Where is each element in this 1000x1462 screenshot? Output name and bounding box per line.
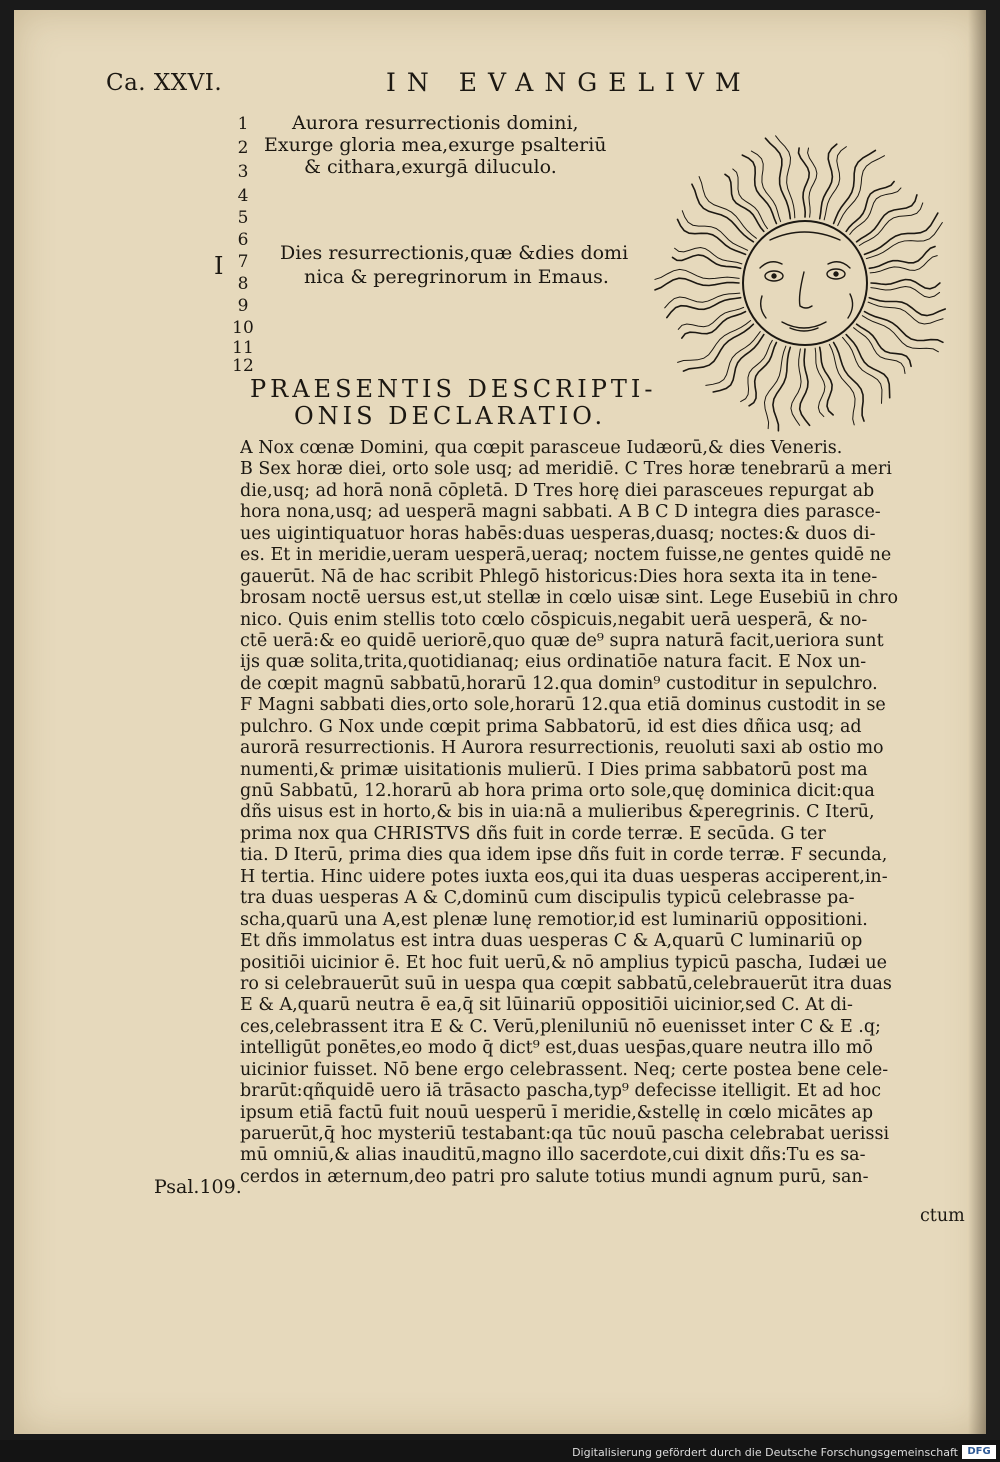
section-heading-line: PRAESENTIS DESCRIPTI- bbox=[250, 375, 657, 403]
text-line: hora nona,usq; ad uesperā magni sabbati. A B C D integra dies parasce- bbox=[240, 502, 881, 523]
text-line: aurorā resurrectionis. H Aurora resurrectionis, reuoluti saxi ab ostio mo bbox=[240, 738, 884, 759]
sun-ray bbox=[869, 247, 935, 269]
dfg-logo: DFG bbox=[962, 1445, 996, 1459]
text-line: die,usq; ad horā nonā cōpletā. D Tres horę diei parasceues repurgat ab bbox=[240, 480, 875, 501]
catchword: ctum bbox=[920, 1206, 965, 1226]
verse-line: nica & peregrinorum in Emaus. bbox=[304, 266, 609, 288]
text-line: Et dñs immolatus est intra duas uesperas C & A,quarū C luminariū op bbox=[240, 931, 863, 952]
sun-ray bbox=[800, 349, 810, 425]
text-line: B Sex horæ diei, orto sole usq; ad meridiē. C Tres horæ tenebrarū a meri bbox=[240, 459, 892, 480]
chapter-heading: Ca. XXVI. bbox=[106, 70, 223, 96]
sun-ray bbox=[790, 348, 805, 425]
text-line: paruerūt,q̄ hoc mysteriū testabant:qa tūc nouū pascha celebrabat uerissi bbox=[240, 1124, 890, 1144]
text-line: gnū Sabbatū, 12.horarū ab hora prima orto sole,quę dominica dicit:qua bbox=[240, 781, 875, 801]
text-line: mū omniū,& alias inauditū,magno illo sacerdote,cui dixit dñs:Tu es sa- bbox=[240, 1145, 866, 1166]
text-line: F Magni sabbati dies,orto sole,horarū 12.qua etiā dominus custodit in se bbox=[240, 695, 886, 716]
line-number: 10 bbox=[232, 318, 254, 338]
sun-ray bbox=[865, 312, 943, 343]
verse-line: Dies resurrectionis,quæ &dies domi bbox=[280, 242, 629, 264]
text-line: es. Et in meridie,ueram uesperā,ueraq; noctem fuisse,ne gentes quidē ne bbox=[240, 545, 892, 566]
body-text bbox=[240, 438, 980, 1188]
line-number: 12 bbox=[232, 356, 254, 376]
verse-line: Aurora resurrectionis domini, bbox=[292, 112, 579, 134]
line-number: 11 bbox=[232, 338, 254, 358]
line-number: 4 bbox=[237, 186, 249, 206]
text-line: tra duas uesperas A & C,dominū cum discipulis typicū celebrasse pa- bbox=[240, 888, 855, 909]
section-marker: I bbox=[214, 252, 224, 280]
text-line: pulchro. G Nox unde cœpit prima Sabbatorū, id est dies dñica usq; ad bbox=[240, 716, 862, 737]
sun-face-woodcut-icon bbox=[650, 118, 960, 448]
sun-ray bbox=[857, 195, 917, 242]
sun-ray bbox=[870, 284, 939, 298]
text-line: brosam noctē uersus est,ut stellæ in cœlo uisæ sint. Lege Eusebiū in chro bbox=[240, 588, 899, 609]
text-line: ues uigintiquatuor horas habēs:duas uesperas,duasq; noctes:& duos di- bbox=[240, 523, 876, 544]
text-line: cerdos in æternum,deo patri pro salute totius mundi agnum purū, san- bbox=[240, 1166, 869, 1187]
text-line: A Nox cœnæ Domini, qua cœpit parasceue Iudæorū,& dies Veneris. bbox=[240, 438, 843, 458]
sun-ray bbox=[820, 347, 833, 415]
line-number: 1 bbox=[237, 114, 249, 134]
section-heading bbox=[250, 376, 656, 430]
sun-ray bbox=[824, 145, 846, 221]
text-line: ctē uerā:& eo quidē ueriorē,quo quæ de⁹ supra naturā facit,ueriora sunt bbox=[240, 630, 884, 651]
sun-ray bbox=[667, 298, 741, 318]
sun-ray bbox=[695, 177, 760, 239]
text-line: scha,quarū una A,est plenæ lunę remotior,id est luminariū oppositioni. bbox=[240, 909, 868, 930]
text-line: intelligūt ponētes,eo modo q̄ dict⁹ est,duas uesp̄as,quare neutra illo mō bbox=[240, 1038, 873, 1059]
text-line: dñs uisus est in horto,& bis in uia:nā a mulieribus &peregrinis. C Iterū, bbox=[240, 802, 875, 823]
book-page bbox=[14, 10, 986, 1434]
sun-ray bbox=[683, 324, 753, 371]
line-number: 7 bbox=[237, 252, 249, 272]
text-line: numenti,& primæ uisitationis mulierū. I Dies prima sabbatorū post ma bbox=[240, 759, 868, 780]
sun-ray bbox=[846, 335, 890, 398]
text-line: uicinior fuisset. Nō bene ergo celebrassent. Neq; certe postea bene cele- bbox=[240, 1059, 889, 1080]
sun-ray bbox=[871, 280, 940, 289]
sun-ray bbox=[850, 185, 901, 238]
sun-ray bbox=[820, 144, 837, 219]
text-line: gauerūt. Nā de hac scribit Phlegō historicus:Dies hora sexta ita in tene- bbox=[240, 566, 878, 587]
text-line: tia. D Iterū, prima dies qua idem ipse dñs fuit in corde terræ. F secunda, bbox=[240, 845, 888, 866]
sun-ray bbox=[799, 148, 810, 217]
sun-ray bbox=[713, 335, 764, 392]
text-line: positiōi uicinior ē. Et hoc fuit uerū,& nō amplius typicū pascha, Iudæi ue bbox=[240, 952, 887, 973]
sun-ray bbox=[834, 150, 876, 223]
verse-line: Exurge gloria mea,exurge psalteriū bbox=[264, 134, 607, 156]
sun-ray bbox=[749, 343, 776, 406]
text-line: ipsum etiā factū fuit nouū uesperū ī meridie,&stellę in cœlo micātes ap bbox=[240, 1102, 874, 1123]
text-line: ro si celebrauerūt suū in uespa qua cœpit sabbatū,celebrauerūt itra duas bbox=[240, 973, 892, 994]
sun-ray bbox=[865, 213, 938, 254]
text-line: de cœpit magnū sabbatū,horarū 12.qua domin⁹ custoditur in sepulchro. bbox=[240, 673, 878, 694]
sun-ray bbox=[763, 345, 786, 430]
sun-ray bbox=[655, 278, 739, 290]
text-line: brarūt:qñquidē uero iā trāsacto pascha,typ⁹ defecisse itelligit. Et ad hoc bbox=[240, 1081, 882, 1102]
line-number: 9 bbox=[237, 296, 249, 316]
line-number: 6 bbox=[237, 230, 249, 250]
line-number: 8 bbox=[237, 274, 249, 294]
line-number: 2 bbox=[237, 138, 249, 158]
sun-ray bbox=[859, 199, 922, 250]
margin-note: Psal.109. bbox=[154, 1176, 242, 1198]
sun-ray bbox=[870, 251, 937, 277]
running-title: IN EVANGELIVM bbox=[386, 68, 752, 97]
section-heading-line: ONIS DECLARATIO. bbox=[294, 402, 607, 430]
text-line: nico. Quis enim stellis toto cœlo cōspicuis,negabit uerā uesperā, & no- bbox=[240, 609, 868, 630]
sun-ray bbox=[725, 174, 764, 231]
sun-ray bbox=[810, 348, 828, 416]
text-line: H tertia. Hinc uidere potes iuxta eos,qui ita duas uesperas acciperent,in- bbox=[240, 866, 888, 887]
line-number: 3 bbox=[237, 162, 249, 182]
sun-ray bbox=[857, 324, 912, 366]
text-line: ces,celebrassent itra E & C. Verū,pleniluniū nō euenisset inter C & E .q; bbox=[240, 1016, 881, 1037]
text-line: ijs quæ solita,trita,quotidianaq; eius ordinatiōe natura facit. E Nox un- bbox=[240, 652, 867, 673]
text-line: E & A,quarū neutra ē ea,q̄ sit lūinariū oppositiōi uicinior,sed C. At di- bbox=[240, 995, 853, 1016]
sun-ray bbox=[729, 169, 772, 229]
verse-line: & cithara,exurgā diluculo. bbox=[304, 156, 557, 178]
text-line: prima nox qua CHRISTVS dñs fuit in corde terræ. E secūda. G ter bbox=[240, 823, 826, 844]
line-number: 5 bbox=[237, 208, 249, 228]
footer-credit: Digitalisierung gefördert durch die Deutsche Forschungsgemeinschaft bbox=[572, 1446, 958, 1459]
